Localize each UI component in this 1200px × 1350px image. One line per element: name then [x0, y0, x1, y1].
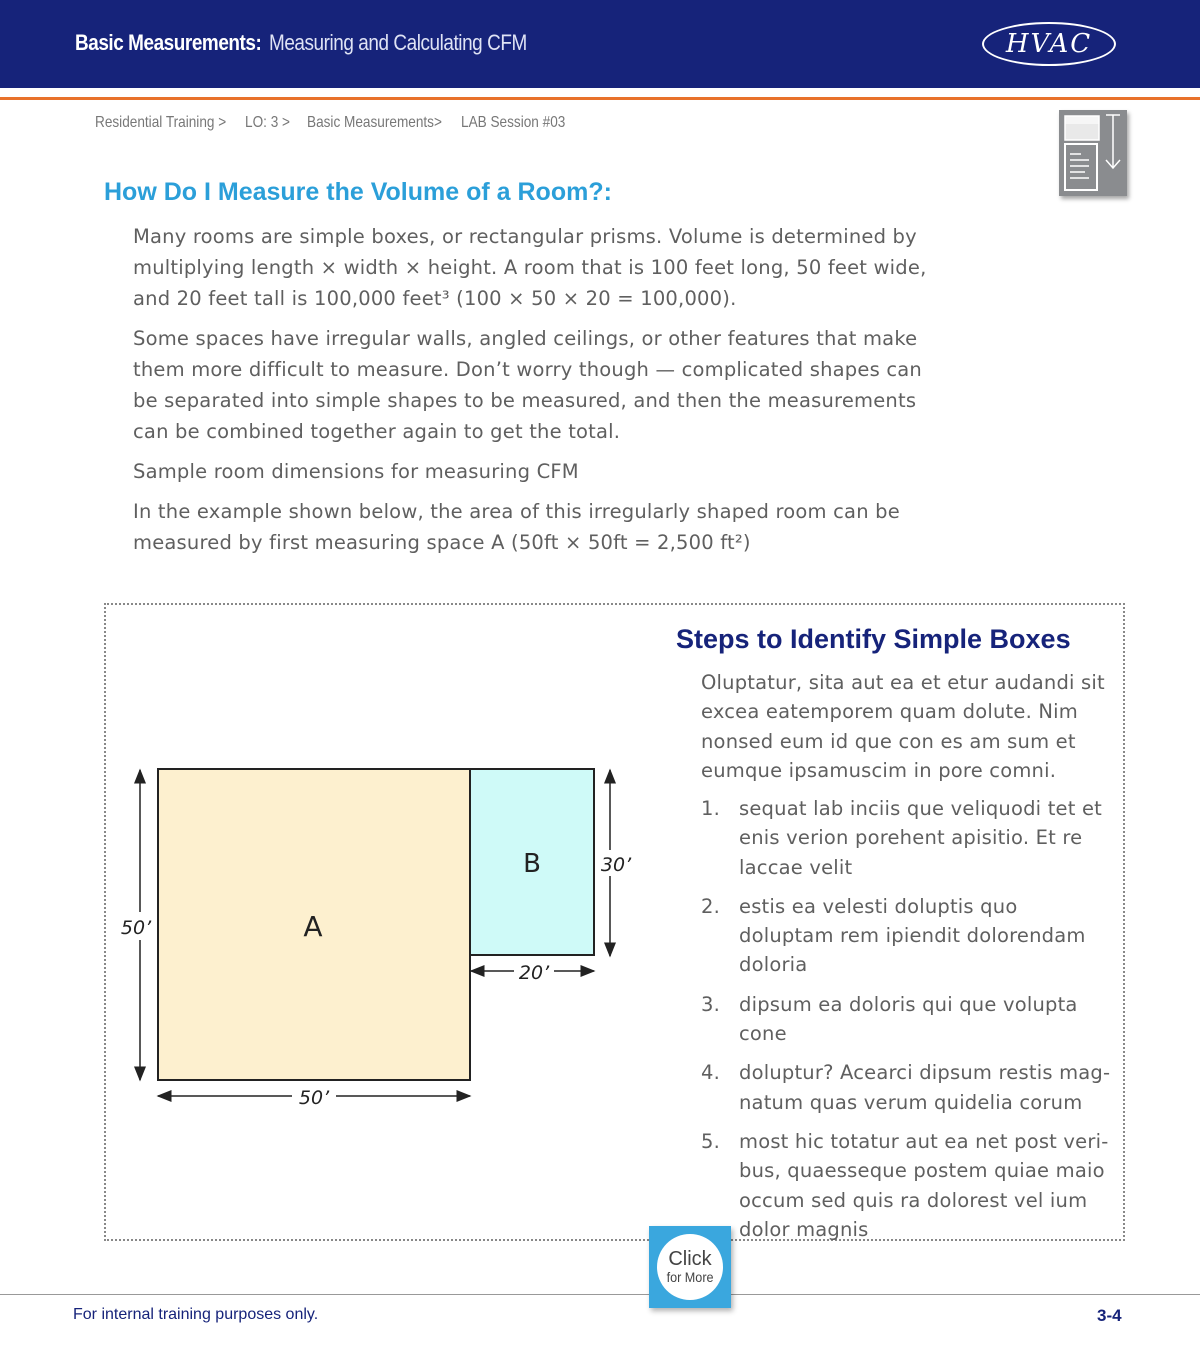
- paragraph-example: In the example shown below, the area of this irregularly shaped room can be measured by first measuring space A (50ft × 50ft = 2,500 ft²): [133, 500, 900, 554]
- dim-notch-label: 20’: [518, 962, 550, 984]
- list-item: [701, 1127, 1111, 1244]
- steps-heading: Steps to Identify Simple Boxes: [676, 624, 1071, 654]
- list-item-text: estis ea velesti doluptis quo doluptam rem ipiendit dolorendam doloria: [739, 894, 1086, 977]
- click-label: Click: [668, 1248, 712, 1270]
- paragraph-volume: Many rooms are simple boxes, or rectangular prisms. Volume is determined by multiplying length × width × height. A room that is 100 feet long, 50 feet wide, and 20 feet tall is 100,000 feet³ (100 × 50 × 20 = 100,000).: [133, 225, 927, 310]
- header-accent-line: [0, 97, 1200, 100]
- dim-right-label: 30’: [600, 854, 632, 876]
- hvac-logo: [982, 22, 1116, 66]
- footer-divider: [0, 1294, 1200, 1295]
- steps-list: [701, 794, 1111, 1244]
- table-of-contents-button[interactable]: [1059, 110, 1127, 196]
- list-item-text: most hic totatur aut ea net post veri-bus, quaesseque postem quiae maio occum sed quis ra dolorest vel ium dolor magnis: [739, 1129, 1109, 1241]
- table-of-contents-icon: [1059, 110, 1127, 196]
- list-item: [701, 794, 1111, 882]
- footer-note: For internal training purposes only.: [73, 1306, 319, 1323]
- section-heading: How Do I Measure the Volume of a Room?:: [104, 178, 612, 206]
- list-item-text: doluptur? Acearci dipsum restis mag-natum quas verum quidelia corum: [739, 1061, 1111, 1114]
- header-title-subtitle: Measuring and Calculating CFM: [269, 30, 528, 55]
- list-item-number: 1.: [701, 797, 721, 820]
- list-item-number: 2.: [701, 894, 721, 918]
- click-for-more-button[interactable]: [649, 1226, 731, 1308]
- paragraph-sample: Sample room dimensions for measuring CFM: [133, 460, 579, 483]
- breadcrumb-item-basic-measurements[interactable]: Basic Measurements>: [307, 114, 442, 131]
- for-more-label: for More: [666, 1269, 714, 1285]
- breadcrumb-item-residential[interactable]: Residential Training >: [95, 114, 227, 131]
- list-item-text: sequat lab inciis que veliquodi tet et enis verion porehent apisitio. Et re laccae velit: [739, 797, 1103, 879]
- dim-bottom-label: 50’: [298, 1087, 330, 1109]
- list-item-number: 3.: [701, 992, 721, 1016]
- header-title-bold: Basic Measurements:: [75, 30, 262, 55]
- hvac-logo-text: HVAC: [1005, 29, 1093, 59]
- dim-left-label: 50’: [120, 917, 152, 939]
- space-b-label: B: [523, 849, 541, 879]
- space-a-label: A: [303, 910, 323, 943]
- steps-intro: Oluptatur, sita aut ea et etur audandi sit excea eatemporem quam dolute. Nim nonsed eum id que con es am sum et eumque ipsamuscim in pore comni.: [701, 671, 1105, 782]
- paragraph-irregular: Some spaces have irregular walls, angled ceilings, or other features that make them more difficult to measure. Don’t worry though — complicated shapes can be separated into simple shapes to be measured, and then the measurements can be combined together again to get the total.: [133, 327, 922, 443]
- list-item-number: 5.: [701, 1129, 721, 1153]
- room-diagram: [118, 760, 648, 1120]
- list-item: [701, 892, 1111, 980]
- list-item-number: 4.: [701, 1061, 721, 1085]
- list-item: [701, 1058, 1111, 1117]
- breadcrumb-item-lab-session[interactable]: LAB Session #03: [461, 114, 566, 131]
- page-number: 3-4: [1097, 1306, 1122, 1325]
- header-bar: [0, 0, 1200, 88]
- click-for-more-badge: [657, 1234, 723, 1300]
- breadcrumb-item-lo[interactable]: LO: 3 >: [245, 114, 290, 131]
- list-item: [701, 990, 1111, 1049]
- header-title: [75, 30, 569, 56]
- list-item-text: dipsum ea doloris qui que volupta cone: [739, 992, 1078, 1046]
